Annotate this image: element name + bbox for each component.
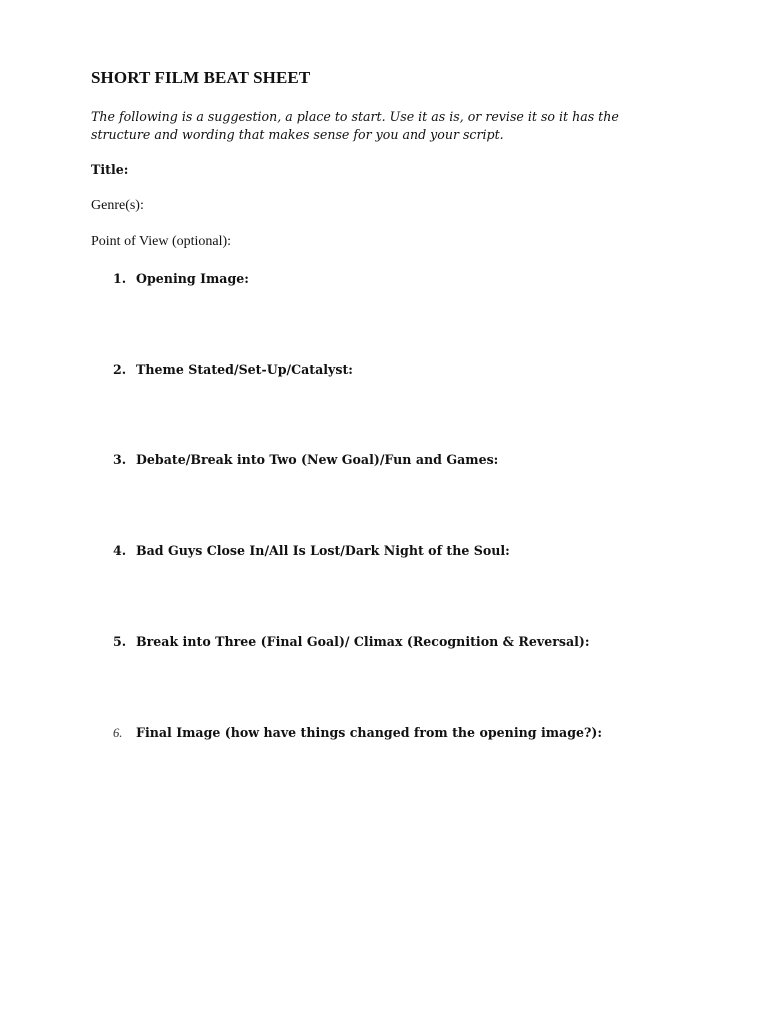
beat-number: 6.: [113, 726, 123, 740]
beat-label: Final Image (how have things changed from the opening image?):: [136, 725, 603, 740]
beat-number: 3.: [113, 452, 127, 467]
beat-item: [113, 543, 510, 558]
beat-item: [113, 271, 249, 286]
beat-item: [113, 362, 353, 377]
beat-number: 5.: [113, 634, 127, 649]
beat-number: 1.: [113, 271, 127, 286]
beat-label: Bad Guys Close In/All Is Lost/Dark Night of the Soul:: [136, 543, 510, 558]
beat-number: 2.: [113, 362, 127, 377]
beat-label: Theme Stated/Set-Up/Catalyst:: [136, 362, 353, 377]
beat-label: Opening Image:: [136, 271, 249, 286]
page-title: SHORT FILM BEAT SHEET: [91, 68, 311, 87]
beat-item: [113, 725, 602, 741]
genre-field-label: Genre(s):: [91, 198, 144, 213]
beat-label: Debate/Break into Two (New Goal)/Fun and Games:: [136, 452, 499, 467]
beat-item: [113, 634, 590, 649]
beat-item: [113, 452, 498, 467]
point-of-view-field-label: Point of View (optional):: [91, 234, 232, 249]
beat-number: 4.: [113, 543, 127, 558]
title-field-label: Title:: [91, 162, 129, 177]
intro-paragraph: The following is a suggestion, a place to start. Use it as is, or revise it so it has the structure and wording that makes sense for you and your script.: [91, 109, 619, 142]
beat-label: Break into Three (Final Goal)/ Climax (Recognition & Reversal):: [136, 634, 590, 649]
